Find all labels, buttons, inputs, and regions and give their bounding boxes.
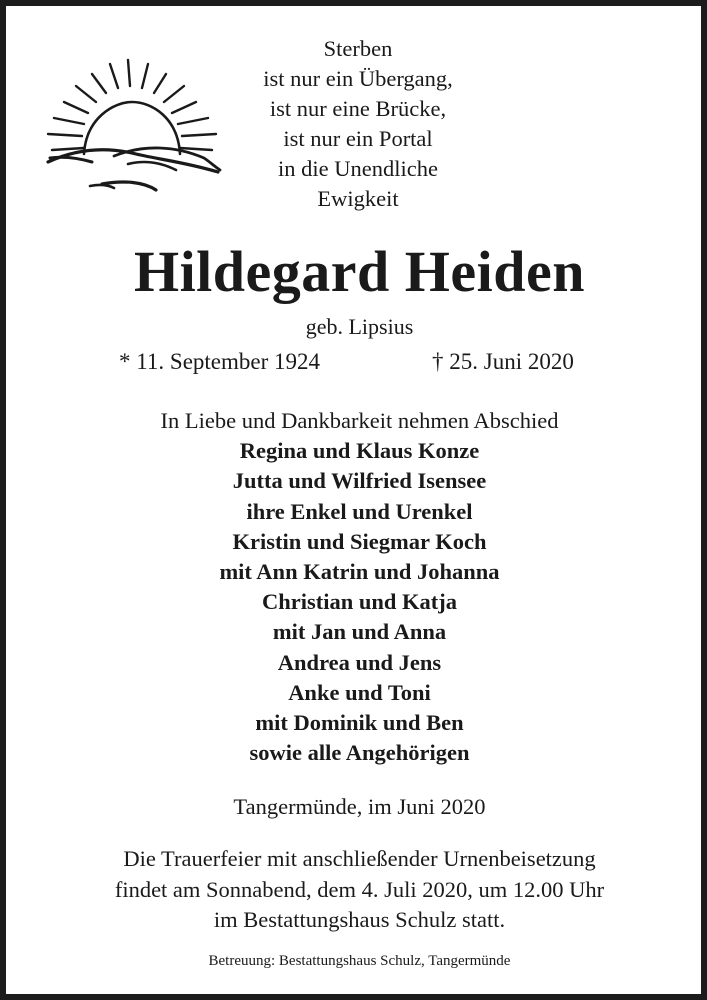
poem	[228, 34, 488, 214]
sunset-over-hills-icon	[44, 58, 222, 200]
mourner-name: Anke und Toni	[288, 679, 431, 705]
service-line: findet am Sonnabend, dem 4. Juli 2020, um 12.00 Uhr	[114, 876, 605, 902]
poem-line: ist nur eine Brücke,	[269, 96, 447, 121]
mourner-name: Andrea und Jens	[277, 649, 442, 675]
poem-line: ist nur ein Übergang,	[263, 66, 453, 91]
mourner-name: mit Dominik und Ben	[255, 710, 464, 736]
poem-line: in die Unendliche	[278, 156, 438, 181]
poem-line: Ewigkeit	[317, 186, 399, 211]
death-date: † 25. Juni 2020	[432, 349, 574, 374]
service-line: im Bestattungshaus Schulz statt.	[213, 907, 506, 932]
mourner-name: mit Jan und Anna	[272, 619, 447, 645]
mourner-name: Regina und Klaus Konze	[239, 438, 480, 464]
funeral-service-info	[6, 844, 707, 936]
mourner-name: Jutta und Wilfried Isensee	[232, 468, 487, 494]
poem-line: Sterben	[323, 36, 393, 61]
deceased-name: Hildegard Heiden	[133, 239, 586, 304]
mourners-intro: In Liebe und Dankbarkeit nehmen Abschied	[160, 408, 559, 433]
mourners-list	[6, 406, 707, 768]
birth-date: * 11. September 1924	[119, 349, 321, 374]
birth-name: geb. Lipsius	[305, 314, 414, 339]
mourner-name: Kristin und Siegmar Koch	[232, 528, 487, 554]
mourner-name: ihre Enkel und Urenkel	[246, 498, 473, 524]
mourner-name: mit Ann Katrin und Johanna	[219, 559, 500, 585]
mourner-name: sowie alle Angehörigen	[249, 740, 470, 766]
place-date: Tangermünde, im Juni 2020	[233, 794, 486, 819]
care-note: Betreuung: Bestattungshaus Schulz, Tangermünde	[208, 953, 511, 969]
service-line: Die Trauerfeier mit anschließender Urnenbeisetzung	[123, 846, 596, 871]
mourner-name: Christian und Katja	[261, 589, 458, 615]
poem-line: ist nur ein Portal	[283, 126, 433, 151]
